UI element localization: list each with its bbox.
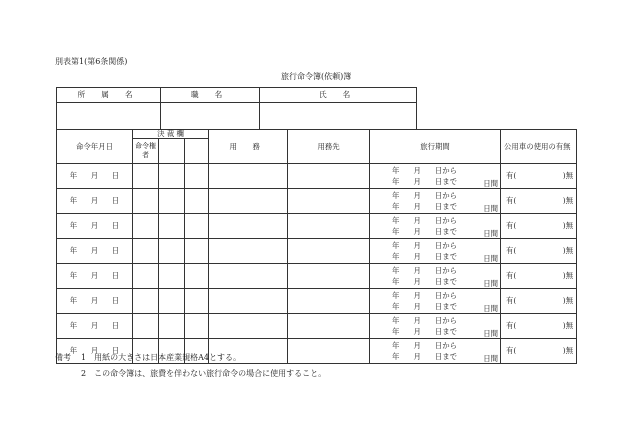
destination-cell[interactable] [288, 289, 370, 314]
period-cell[interactable]: 年 月 日から 年 月 日まで 日間 [370, 339, 501, 364]
period-cell[interactable]: 年 月 日から 年 月 日まで 日間 [370, 164, 501, 189]
approval-cell[interactable] [185, 164, 209, 189]
approval-cell[interactable] [185, 289, 209, 314]
period-cell[interactable]: 年 月 日から 年 月 日まで 日間 [370, 314, 501, 339]
car-usage-cell[interactable]: 有( )無 [501, 289, 577, 314]
approval-cell[interactable] [185, 214, 209, 239]
approval-cell[interactable] [159, 189, 185, 214]
period-cell[interactable]: 年 月 日から 年 月 日まで 日間 [370, 239, 501, 264]
car-usage-cell[interactable]: 有( )無 [501, 239, 577, 264]
table-row [57, 289, 577, 314]
order-date-cell[interactable]: 年 月 日 [57, 189, 133, 214]
car-usage-cell[interactable]: 有( )無 [501, 164, 577, 189]
business-cell[interactable] [209, 289, 288, 314]
period-header: 旅行期間 [370, 130, 501, 164]
notes-label: 備考 [55, 353, 71, 362]
destination-cell[interactable] [288, 164, 370, 189]
approval-cell[interactable] [159, 289, 185, 314]
approval-blank-1 [159, 139, 185, 164]
order-date-cell[interactable]: 年 月 日 [57, 314, 133, 339]
approval-cell[interactable] [159, 264, 185, 289]
approval-cell[interactable] [185, 264, 209, 289]
table-row [57, 314, 577, 339]
period-cell[interactable]: 年 月 日から 年 月 日まで 日間 [370, 289, 501, 314]
destination-cell[interactable] [288, 314, 370, 339]
approval-cell[interactable] [159, 214, 185, 239]
business-cell[interactable] [209, 189, 288, 214]
department-header: 所 属 名 [57, 88, 161, 103]
commander-cell[interactable] [133, 239, 159, 264]
name-header: 氏 名 [260, 88, 417, 103]
table-row [57, 189, 577, 214]
order-table [56, 129, 577, 364]
table-row [57, 214, 577, 239]
business-header: 用 務 [209, 130, 288, 164]
approval-cell[interactable] [185, 189, 209, 214]
business-cell[interactable] [209, 314, 288, 339]
name-field[interactable] [260, 102, 417, 130]
table-row [57, 239, 577, 264]
car-usage-header: 公用車の使用の有無 [501, 130, 577, 164]
identity-table [56, 87, 417, 130]
destination-cell[interactable] [288, 264, 370, 289]
destination-cell[interactable] [288, 239, 370, 264]
commander-cell[interactable] [133, 189, 159, 214]
destination-cell[interactable] [288, 339, 370, 364]
commander-cell[interactable] [133, 214, 159, 239]
approval-header: 決 裁 欄 [133, 130, 209, 139]
destination-header: 用務先 [288, 130, 370, 164]
destination-cell[interactable] [288, 189, 370, 214]
form-id: 別表第1(第6条関係) [55, 57, 128, 66]
order-date-cell[interactable]: 年 月 日 [57, 289, 133, 314]
order-date-header: 命令年月日 [57, 130, 133, 164]
order-date-cell[interactable]: 年 月 日 [57, 164, 133, 189]
approval-cell[interactable] [185, 314, 209, 339]
approval-cell[interactable] [185, 239, 209, 264]
period-cell[interactable]: 年 月 日から 年 月 日まで 日間 [370, 214, 501, 239]
car-usage-cell[interactable]: 有( )無 [501, 189, 577, 214]
table-row [57, 164, 577, 189]
approval-cell[interactable] [159, 164, 185, 189]
approval-cell[interactable] [159, 314, 185, 339]
note-item: 1 用紙の大きさは日本産業規格A4とする。 [81, 353, 241, 362]
note-item: 2 この命令簿は、旅費を伴わない旅行命令の場合に使用すること。 [81, 369, 327, 378]
period-cell[interactable]: 年 月 日から 年 月 日まで 日間 [370, 264, 501, 289]
period-cell[interactable]: 年 月 日から 年 月 日まで 日間 [370, 189, 501, 214]
business-cell[interactable] [209, 214, 288, 239]
business-cell[interactable] [209, 164, 288, 189]
department-field[interactable] [57, 102, 161, 130]
position-field[interactable] [161, 102, 260, 130]
commander-header: 命令権者 [133, 139, 159, 164]
order-date-cell[interactable]: 年 月 日 [57, 339, 133, 364]
approval-cell[interactable] [159, 239, 185, 264]
commander-cell[interactable] [133, 164, 159, 189]
commander-cell[interactable] [133, 264, 159, 289]
order-date-cell[interactable]: 年 月 日 [57, 239, 133, 264]
destination-cell[interactable] [288, 214, 370, 239]
commander-cell[interactable] [133, 314, 159, 339]
commander-cell[interactable] [133, 289, 159, 314]
approval-blank-2 [185, 139, 209, 164]
business-cell[interactable] [209, 264, 288, 289]
order-date-cell[interactable]: 年 月 日 [57, 264, 133, 289]
car-usage-cell[interactable]: 有( )無 [501, 339, 577, 364]
car-usage-cell[interactable]: 有( )無 [501, 214, 577, 239]
position-header: 職 名 [161, 88, 260, 103]
car-usage-cell[interactable]: 有( )無 [501, 264, 577, 289]
business-cell[interactable] [209, 239, 288, 264]
table-row [57, 264, 577, 289]
order-date-cell[interactable]: 年 月 日 [57, 214, 133, 239]
car-usage-cell[interactable]: 有( )無 [501, 314, 577, 339]
form-title: 旅行命令簿(依頼)簿 [281, 72, 352, 81]
